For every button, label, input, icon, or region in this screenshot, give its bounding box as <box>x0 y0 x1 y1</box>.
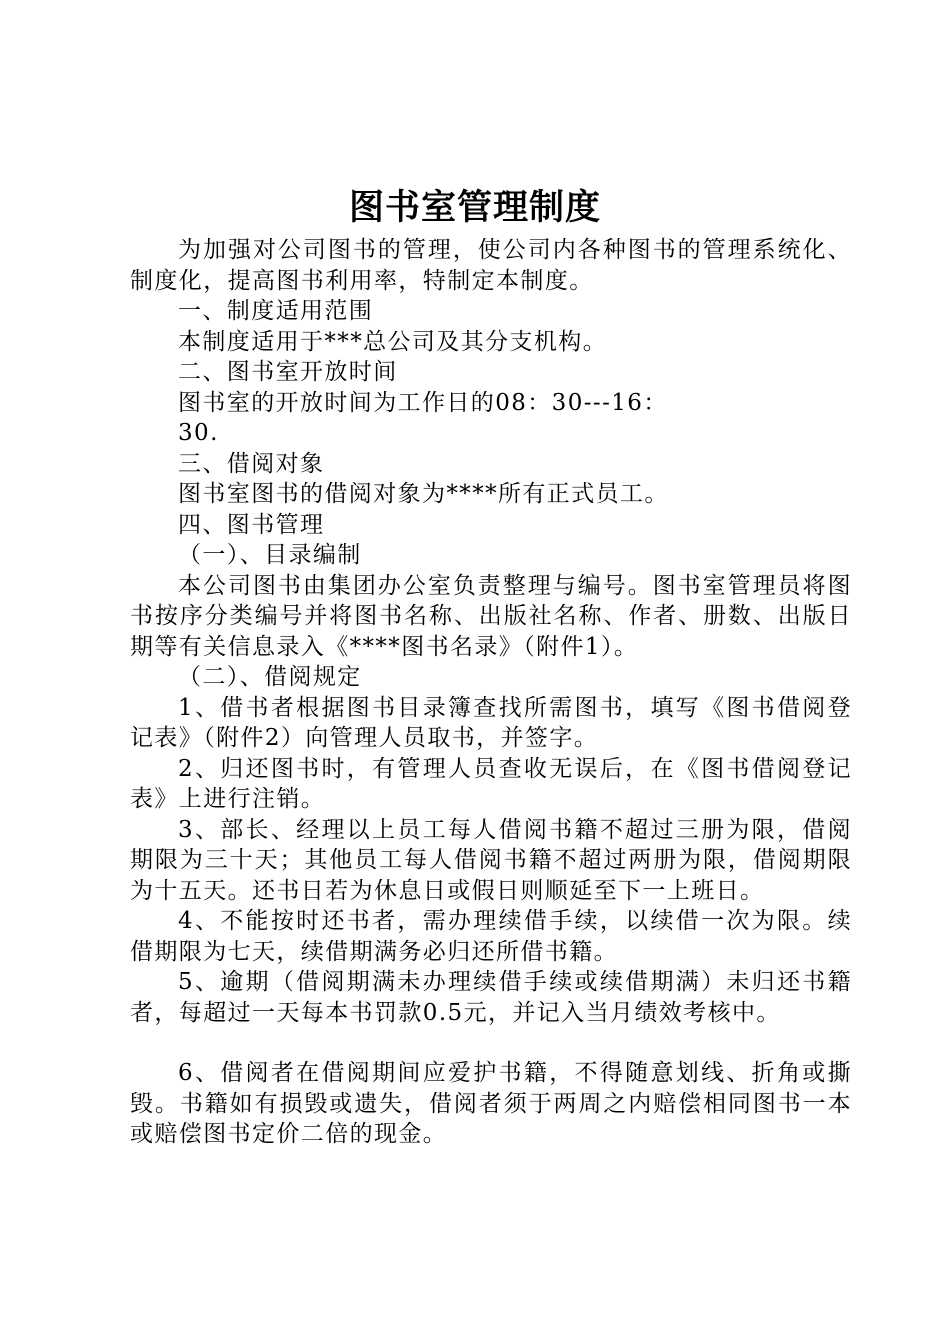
paragraph-gap <box>130 1028 852 1058</box>
rule-1: 1、借书者根据图书目录簿查找所需图书，填写《图书借阅登记表》（附件2）向管理人员取书，并签字。 <box>130 694 852 751</box>
section-heading-borrowers: 三、借阅对象 <box>178 450 325 477</box>
document-body <box>130 235 852 1150</box>
rule-3: 3、部长、经理以上员工每人借阅书籍不超过三册为限，借阅期限为三十天；其他员工每人借阅书籍不超过两册为限，借阅期限为十五天。还书日若为休息日或假日则顺延至下一上班日。 <box>130 816 852 904</box>
rule-4: 4、不能按时还书者，需办理续借手续，以续借一次为限。续借期限为七天，续借期满务必归还所借书籍。 <box>130 908 852 965</box>
hours-paragraph-continued: 30. <box>178 420 219 446</box>
subsection-heading-borrowing-rules: （二）、借阅规定 <box>178 664 362 690</box>
rule-5: 5、逾期（借阅期满未办理续借手续或续借期满）未归还书籍者，每超过一天每本书罚款0.5元，并记入当月绩效考核中。 <box>130 969 852 1026</box>
document-title: 图书室管理制度 <box>348 187 601 228</box>
subsection-heading-catalog: （一）、目录编制 <box>178 542 362 568</box>
section-heading-scope: 一、制度适用范围 <box>178 298 374 324</box>
hours-paragraph: 图书室的开放时间为工作日的08：30---16： <box>178 389 668 416</box>
intro-paragraph: 为加强对公司图书的管理，使公司内各种图书的管理系统化、制度化，提高图书利用率，特制定本制度。 <box>130 237 852 294</box>
section-heading-management: 四、图书管理 <box>178 511 325 538</box>
scope-paragraph: 本制度适用于***总公司及其分支机构。 <box>178 328 608 355</box>
borrowers-paragraph: 图书室图书的借阅对象为****所有正式员工。 <box>178 481 669 507</box>
rule-6: 6、借阅者在借阅期间应爱护书籍，不得随意划线、折角或撕毁。书籍如有损毁或遗失，借阅者须于两周之内赔偿相同图书一本或赔偿图书定价二倍的现金。 <box>130 1060 852 1147</box>
catalog-paragraph: 本公司图书由集团办公室负责整理与编号。图书室管理员将图书按序分类编号并将图书名称、出版社名称、作者、册数、出版日期等有关信息录入《****图书名录》（附件1）。 <box>130 572 852 660</box>
rule-2: 2、归还图书时，有管理人员查收无误后，在《图书借阅登记表》上进行注销。 <box>130 755 852 812</box>
section-heading-hours: 二、图书室开放时间 <box>178 359 398 385</box>
